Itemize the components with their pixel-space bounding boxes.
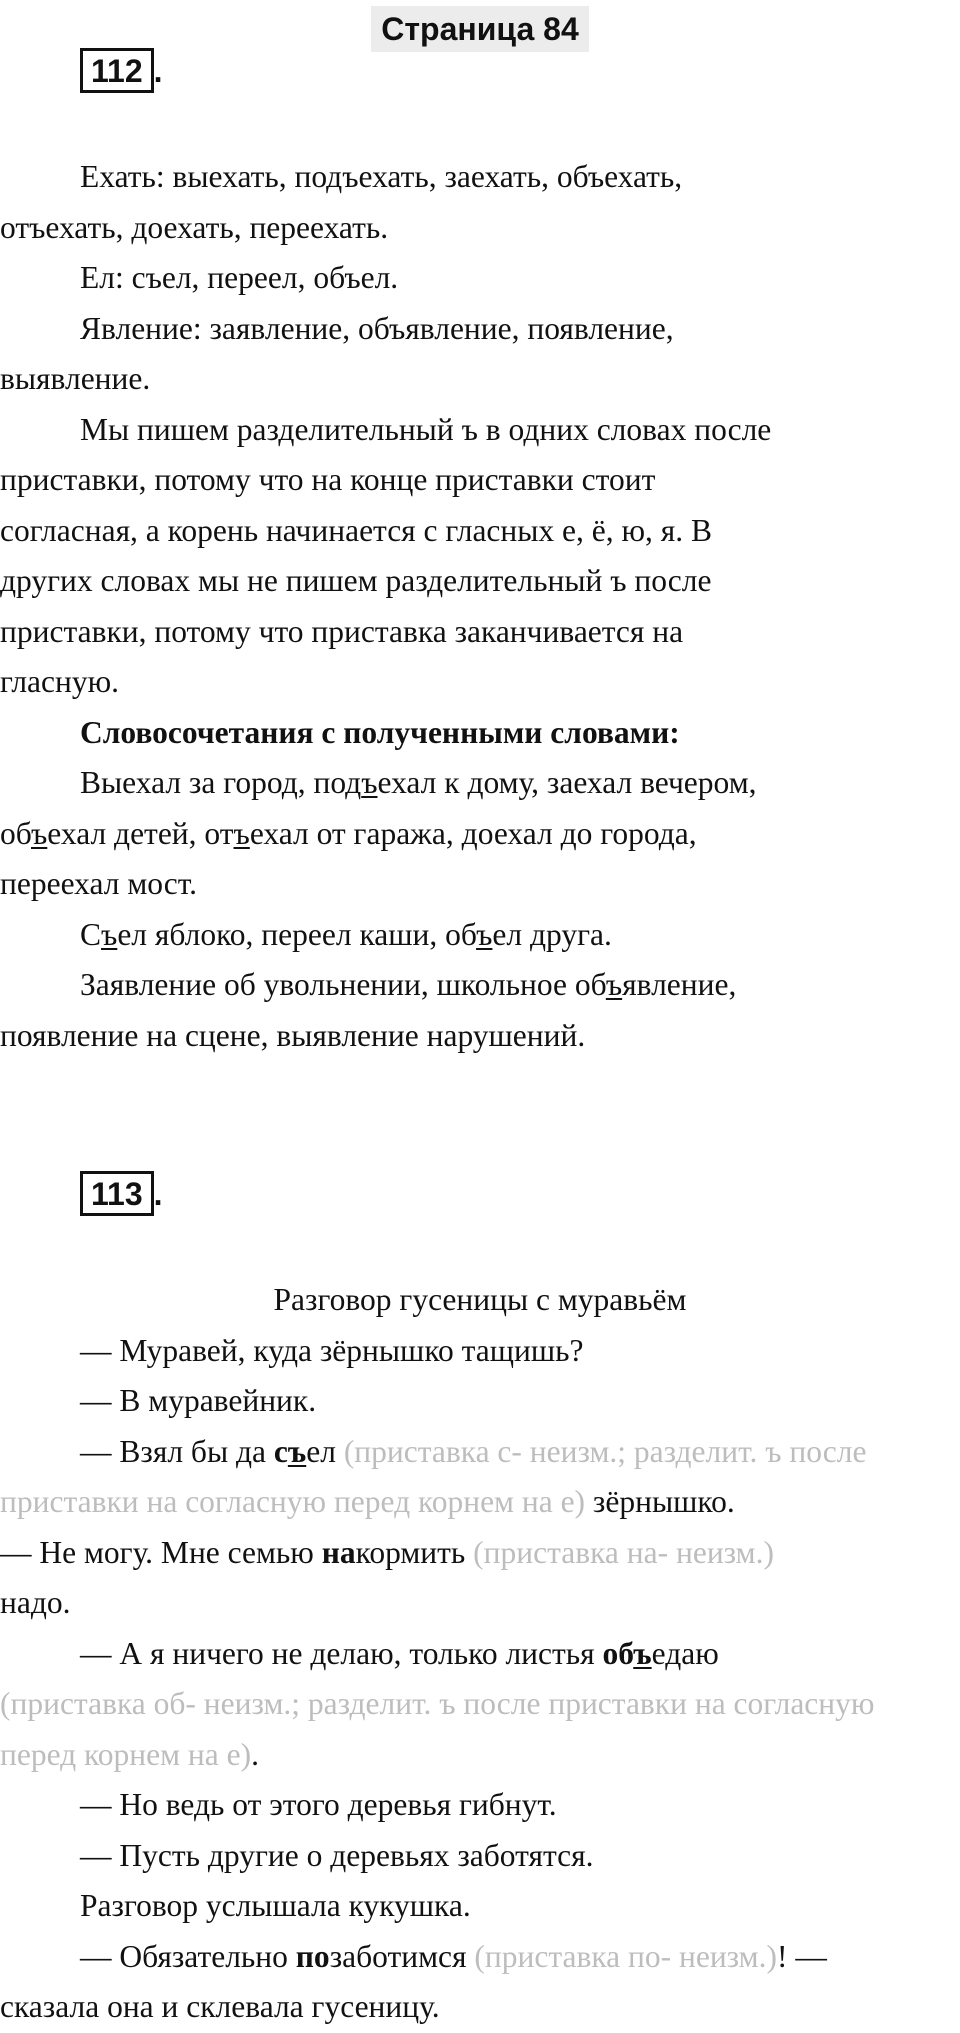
underlined-letter: ъ (476, 916, 493, 952)
text-line: переехал мост. (0, 866, 198, 901)
text-fragment: зёрнышко. (585, 1484, 735, 1519)
text-fragment: С (80, 916, 102, 952)
bold-prefix: на (321, 1534, 356, 1570)
text-fragment: ел друга. (492, 916, 612, 952)
dialogue-line: — Муравей, куда зёрнышко тащишь? (80, 1332, 584, 1368)
text-fragment: едаю (651, 1635, 719, 1671)
dialogue-line (0, 1477, 960, 1528)
dialogue-line: — В муравейник. (80, 1383, 317, 1418)
text-fragment: — Обязательно (80, 1938, 296, 1974)
grammar-hint: перед корнем на е) (0, 1736, 252, 1772)
story-title: Разговор гусеницы с муравьём (273, 1282, 687, 1317)
text-line: Явление: заявление, объявление, появление, (80, 310, 674, 346)
grammar-hint: приставки на согласную перед корнем на е) (0, 1484, 586, 1519)
text-line: Ехать: выехать, подъехать, заехать, объехать, (80, 159, 683, 194)
dialogue-line (0, 1629, 960, 1680)
text-fragment: — Взял бы да (80, 1433, 274, 1469)
text-fragment: заботимся (329, 1938, 475, 1974)
text-line: согласная, а корень начинается с гласных е, ё, ю, я. В (0, 512, 713, 548)
grammar-hint: (приставка на- неизм.) (473, 1534, 774, 1570)
text-line: появление на сцене, выявление нарушений. (0, 1017, 586, 1053)
dialogue-line: сказала она и склевала гусеницу. (0, 1989, 440, 2024)
text-line: Ел: съел, переел, объел. (80, 260, 399, 295)
dialogue-line: — Пусть другие о деревьях заботятся. (80, 1837, 594, 1873)
underlined-letter: ъ (101, 916, 118, 952)
dialogue-line (0, 1679, 960, 1730)
dialogue-line (0, 1730, 960, 1781)
underlined-letter: ъ (633, 1635, 652, 1671)
page-number-label: Страница 84 (371, 6, 588, 52)
text-fragment: ел яблоко, переел каши, об (117, 916, 477, 952)
text-fragment: об (0, 815, 31, 851)
text-line: Мы пишем разделительный ъ в одних словах после (80, 411, 772, 447)
text-fragment: ел (306, 1433, 344, 1469)
section-heading-text: Словосочетания с полученными словами: (80, 714, 680, 750)
underlined-letter: ъ (233, 815, 250, 851)
grammar-hint: (приставка по- неизм.) (474, 1938, 777, 1974)
text-line (0, 758, 960, 809)
dialogue-line (0, 1932, 960, 1983)
exercise-number-box: 113 (80, 1171, 154, 1216)
text-line: выявление. (0, 361, 151, 396)
text-fragment: явление, (622, 967, 737, 1002)
bold-prefix: об (602, 1635, 634, 1671)
text-line: приставки, потому что на конце приставки стоит (0, 462, 656, 497)
dialogue-line: — Но ведь от этого деревья гибнут. (80, 1787, 557, 1822)
text-fragment: ! — (776, 1938, 827, 1974)
dialogue-line: надо. (0, 1585, 71, 1620)
exercise-113-text (0, 1275, 960, 2033)
dialogue-line (0, 1427, 960, 1478)
dialogue-line: Разговор услышала кукушка. (80, 1888, 471, 1923)
text-line: отъехать, доехать, переехать. (0, 209, 389, 245)
text-fragment: ехал к дому, заехал вечером, (377, 765, 757, 800)
text-fragment: Выехал за город, под (80, 765, 362, 800)
exercise-112-number: 112 . (80, 48, 163, 93)
underlined-letter: ъ (287, 1433, 307, 1469)
text-line: приставки, потому что приставка заканчивается на (0, 613, 684, 649)
text-fragment: ехал детей, от (47, 815, 234, 851)
underlined-letter: ъ (605, 967, 623, 1002)
text-fragment: кормить (355, 1534, 474, 1570)
text-fragment: Заявление об увольнении, школьное об (80, 967, 606, 1002)
underlined-letter: ъ (31, 815, 48, 851)
section-heading (0, 708, 960, 759)
bold-prefix: по (295, 1938, 330, 1974)
text-fragment: . (251, 1736, 259, 1772)
dialogue-line (0, 1528, 960, 1579)
page-header (0, 6, 960, 52)
grammar-hint: (приставка об- неизм.; разделит. ъ после приставки на согласную (0, 1686, 875, 1721)
text-fragment: ехал от гаража, доехал до города, (249, 815, 697, 851)
text-fragment: — Не могу. Мне семью (0, 1534, 322, 1570)
text-line: гласную. (0, 664, 120, 699)
text-line: других словах мы не пишем разделительный ъ после (0, 563, 712, 598)
text-line (0, 910, 960, 961)
grammar-hint: (приставка с- неизм.; разделит. ъ после (343, 1433, 867, 1469)
underlined-letter: ъ (361, 765, 378, 800)
text-line (0, 960, 960, 1011)
exercise-number-box: 112 (80, 48, 154, 93)
exercise-112-text (0, 152, 960, 1061)
exercise-113-number: 113 . (80, 1171, 163, 1216)
text-line (0, 809, 960, 860)
text-fragment: — А я ничего не делаю, только листья (80, 1635, 603, 1671)
bold-prefix: с (273, 1433, 288, 1469)
